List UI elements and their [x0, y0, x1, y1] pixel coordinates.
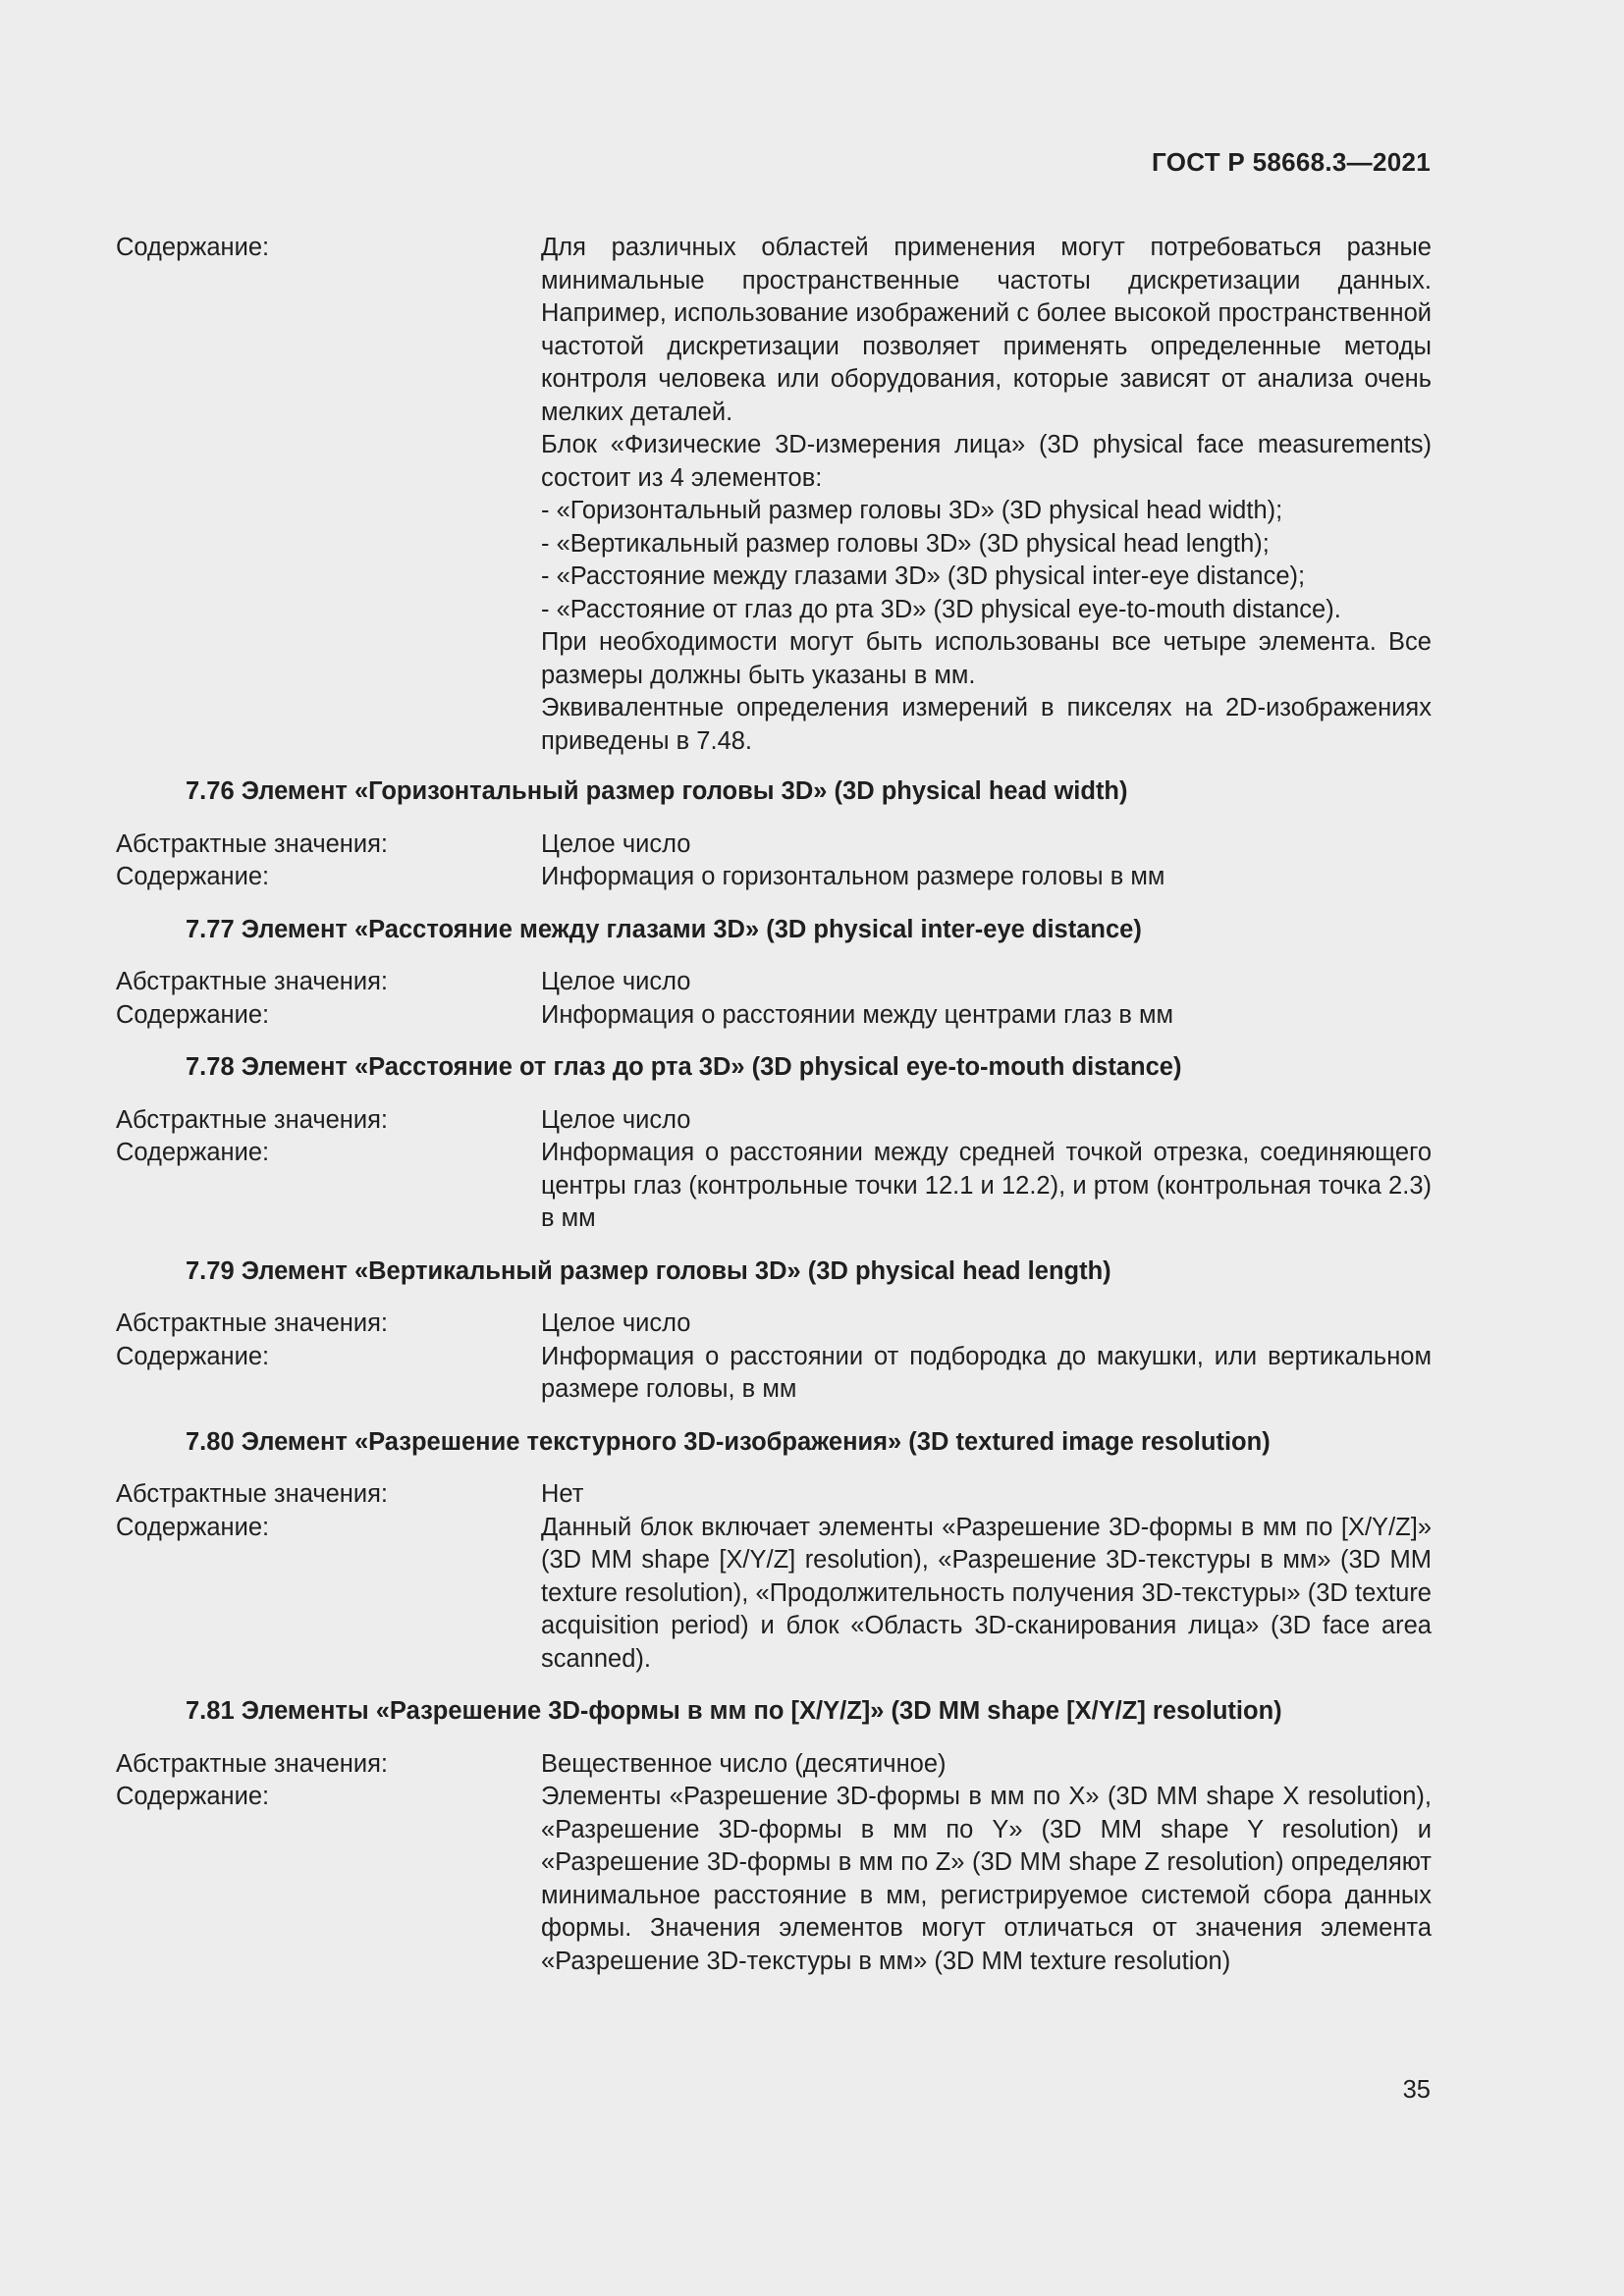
content-text: Элементы «Разрешение 3D-формы в мм по X» (3D MM shape X resolution), «Разрешение 3D-формы в мм по Y» (3D MM shape Y resolution) и «Разрешение 3D-формы в мм по Z» (3D MM shape Z resolution) определяют минимальное расстояние в мм, регистрируемое системой сбора данных формы. Значения элементов могут отличаться от значения элемента «Разрешение 3D-текстуры в мм» (3D MM texture resolution) — [541, 1783, 1432, 1975]
content-row — [116, 999, 1432, 1033]
content-row — [116, 1512, 1432, 1677]
content-label: Содержание: — [116, 1783, 270, 1810]
section-heading-7-76: 7.76 Элемент «Горизонтальный размер головы 3D» (3D physical head width) — [186, 777, 1128, 805]
abstract-values-label: Абстрактные значения: — [116, 968, 389, 995]
content-row — [116, 1341, 1432, 1407]
section-heading-7-81: 7.81 Элементы «Разрешение 3D-формы в мм по [X/Y/Z]» (3D MM shape [X/Y/Z] resolution) — [186, 1697, 1282, 1725]
document-content — [116, 232, 1432, 1978]
content-label: Содержание: — [116, 863, 270, 890]
intro-paragraph: При необходимости могут быть использованы все четыре элемента. Все размеры должны быть указаны в мм. — [541, 628, 1432, 689]
abstract-values-label: Абстрактные значения: — [116, 829, 389, 858]
content-label: Содержание: — [116, 1000, 270, 1029]
content-row — [116, 861, 1432, 894]
abstract-values-text: Целое число — [541, 1309, 691, 1337]
abstract-values-text: Целое число — [541, 968, 691, 995]
page-number: 35 — [1402, 2076, 1431, 2104]
section-heading-7-80: 7.80 Элемент «Разрешение текстурного 3D-изображения» (3D textured image resolution) — [186, 1427, 1271, 1456]
abstract-values-row — [116, 828, 1432, 862]
content-label: Содержание: — [116, 1342, 270, 1370]
abstract-values-row — [116, 1104, 1432, 1138]
intro-list-item: - «Горизонтальный размер головы 3D» (3D physical head width); — [541, 497, 1283, 524]
abstract-values-label: Абстрактные значения: — [116, 1105, 389, 1134]
abstract-values-text: Целое число — [541, 1105, 691, 1134]
abstract-values-text: Нет — [541, 1480, 584, 1508]
content-text: Информация о расстоянии между средней точкой отрезка, соединяющего центры глаз (контрольные точки 12.1 и 12.2), и ртом (контрольная точка 2.3) в мм — [541, 1139, 1432, 1232]
section-heading-7-77: 7.77 Элемент «Расстояние между глазами 3D» (3D physical inter-eye distance) — [186, 915, 1142, 943]
abstract-values-row — [116, 1308, 1432, 1341]
section-heading-7-78: 7.78 Элемент «Расстояние от глаз до рта 3D» (3D physical eye-to-mouth distance) — [186, 1053, 1182, 1081]
content-row — [116, 1781, 1432, 1978]
content-label: Содержание: — [116, 1513, 270, 1541]
intro-list-item: - «Расстояние от глаз до рта 3D» (3D physical eye-to-mouth distance). — [541, 595, 1341, 623]
intro-paragraph: Блок «Физические 3D-измерения лица» (3D physical face measurements) состоит из 4 элементов: — [541, 431, 1432, 492]
abstract-values-row — [116, 1748, 1432, 1782]
content-row — [116, 1137, 1432, 1236]
content-text: Информация о расстоянии от подбородка до макушки, или вертикальном размере головы, в мм — [541, 1342, 1432, 1403]
abstract-values-label: Абстрактные значения: — [116, 1749, 389, 1778]
content-text: Данный блок включает элементы «Разрешение 3D-формы в мм по [X/Y/Z]» (3D MM shape [X/Y/Z] resolution), «Разрешение 3D-текстуры в мм» (3D MM texture resolution), «Продолжительность получения 3D-текстуры» (3D texture acquisition period) и блок «Область 3D-сканирования лица» (3D face area scanned). — [541, 1513, 1432, 1673]
abstract-values-label: Абстрактные значения: — [116, 1309, 389, 1337]
document-code: ГОСТ Р 58668.3—2021 — [1152, 147, 1431, 177]
abstract-values-label: Абстрактные значения: — [116, 1480, 389, 1508]
abstract-values-row — [116, 966, 1432, 999]
abstract-values-text: Вещественное число (десятичное) — [541, 1749, 947, 1778]
intro-paragraph: Для различных областей применения могут потребоваться разные минимальные пространственные частоты дискретизации данных. Например, использование изображений с более высокой пространственной частотой дискретизации позволяет применять определенные методы контроля человека или оборудования, которые зависят от анализа очень мелких деталей. — [541, 234, 1432, 426]
intro-row — [116, 232, 1432, 758]
abstract-values-row — [116, 1478, 1432, 1512]
abstract-values-text: Целое число — [541, 829, 691, 858]
content-label: Содержание: — [116, 234, 270, 261]
intro-list-item: - «Расстояние между глазами 3D» (3D physical inter-eye distance); — [541, 562, 1306, 590]
intro-paragraph: Эквивалентные определения измерений в пикселях на 2D-изображениях приведены в 7.48. — [541, 694, 1432, 755]
content-text: Информация о расстоянии между центрами глаз в мм — [541, 1000, 1174, 1029]
intro-list-item: - «Вертикальный размер головы 3D» (3D physical head length); — [541, 529, 1270, 558]
content-label: Содержание: — [116, 1139, 270, 1166]
content-text: Информация о горизонтальном размере головы в мм — [541, 863, 1165, 890]
intro-text — [541, 232, 1432, 758]
section-heading-7-79: 7.79 Элемент «Вертикальный размер головы 3D» (3D physical head length) — [186, 1256, 1111, 1285]
